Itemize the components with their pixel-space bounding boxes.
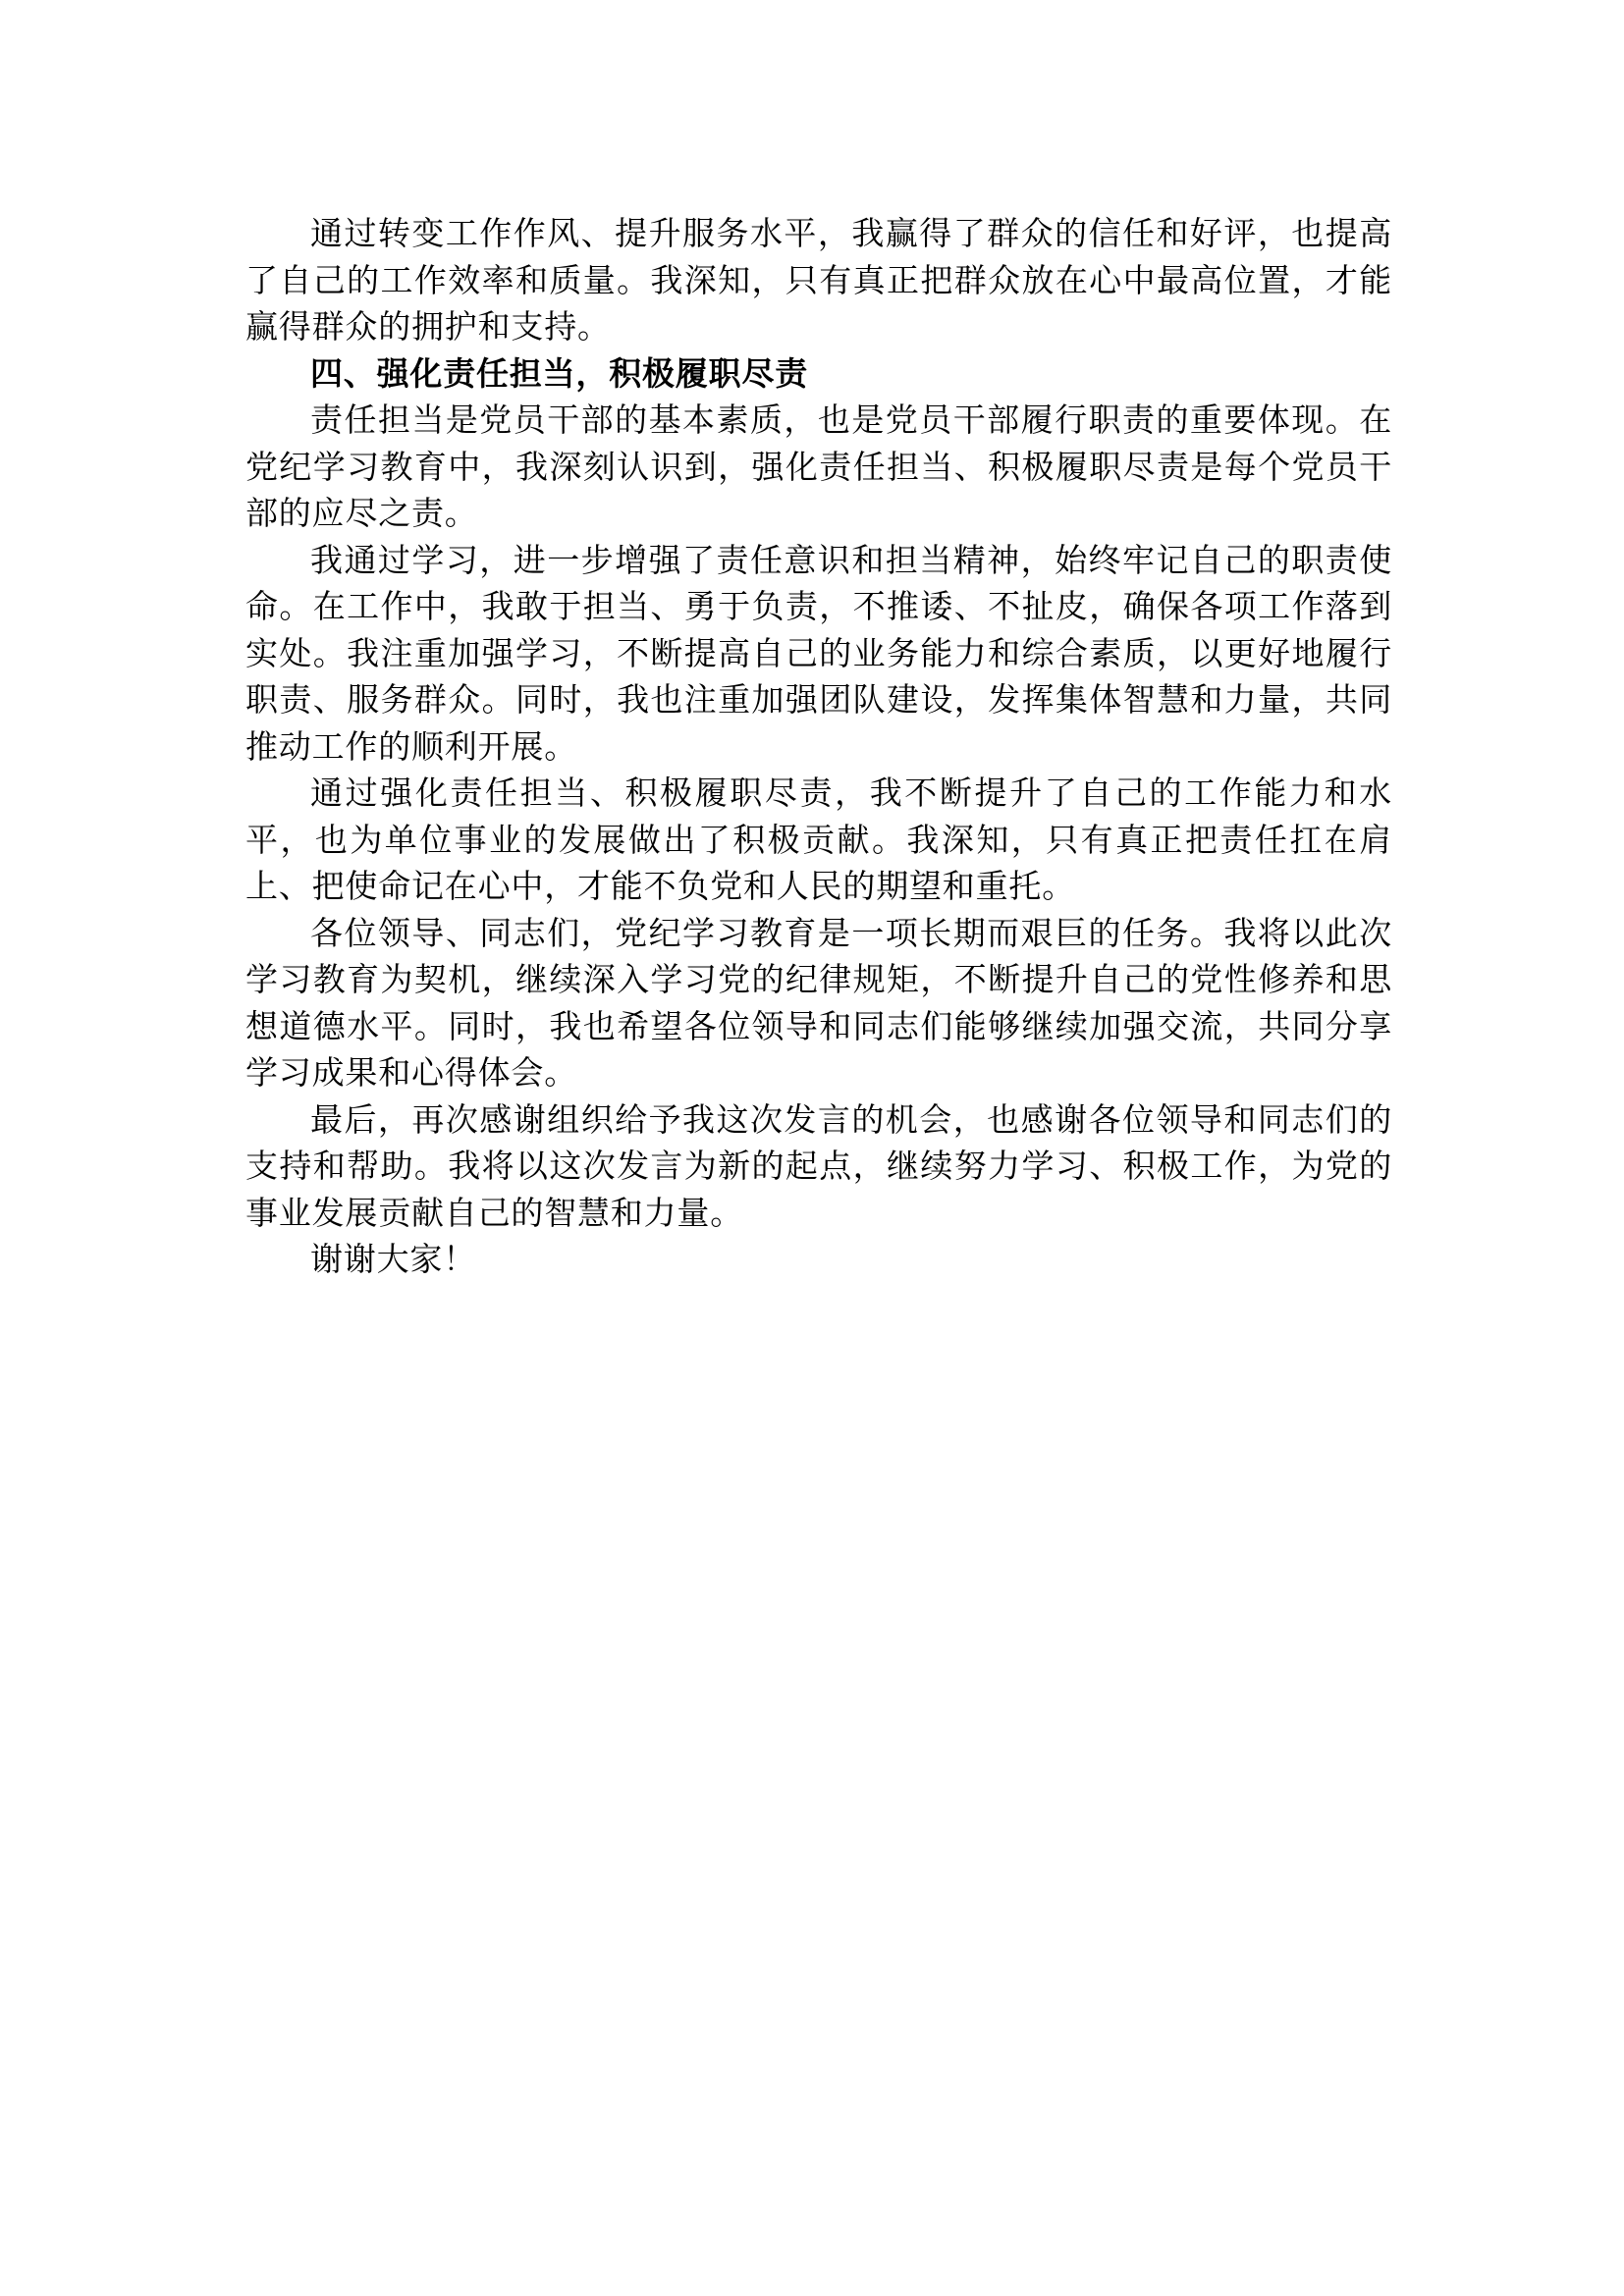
paragraph-responsibility-intro: 责任担当是党员干部的基本素质，也是党员干部履行职责的重要体现。在党纪学习教育中，我深刻认识到，强化责任担当、积极履职尽责是每个党员干部的应尽之责。 (245, 400, 1392, 532)
paragraph-final-thanks: 谢谢大家！ (310, 1240, 476, 1278)
paragraph-closing-address: 各位领导、同志们，党纪学习教育是一项长期而艰巨的任务。我将以此次学习教育为契机，继续深入学习党的纪律规矩，不断提升自己的党性修养和思想道德水平。同时，我也希望各位领导和同志们能够继续加强交流，共同分享学习成果和心得体会。 (245, 913, 1392, 1092)
paragraph-service-results: 通过转变工作作风、提升服务水平，我赢得了群众的信任和好评，也提高了自己的工作效率和质量。我深知，只有真正把群众放在心中最高位置，才能赢得群众的拥护和支持。 (245, 214, 1392, 346)
paragraph-thanks-organization: 最后，再次感谢组织给予我这次发言的机会，也感谢各位领导和同志们的支持和帮助。我将以这次发言为新的起点，继续努力学习、积极工作，为党的事业发展贡献自己的智慧和力量。 (245, 1099, 1392, 1232)
document-body (245, 210, 1392, 1283)
paragraph-responsibility-results: 通过强化责任担当、积极履职尽责，我不断提升了自己的工作能力和水平，也为单位事业的发展做出了积极贡献。我深知，只有真正把责任扛在肩上、把使命记在心中，才能不负党和人民的期望和重托。 (245, 774, 1392, 905)
paragraph-responsibility-actions: 我通过学习，进一步增强了责任意识和担当精神，始终牢记自己的职责使命。在工作中，我敢于担当、勇于负责，不推诿、不扯皮，确保各项工作落到实处。我注重加强学习，不断提高自己的业务能力和综合素质，以更好地履行职责、服务群众。同时，我也注重加强团队建设，发挥集体智慧和力量，共同推动工作的顺利开展。 (245, 540, 1392, 766)
section-heading-responsibility: 四、强化责任担当，积极履职尽责 (310, 353, 808, 393)
